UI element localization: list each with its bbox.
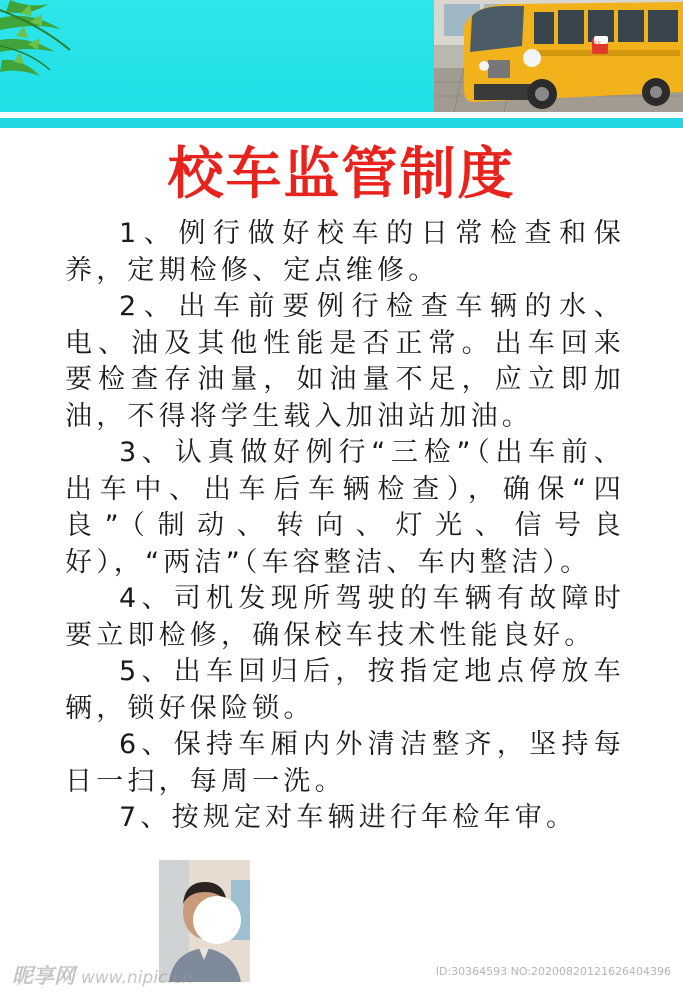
palm-leaf-icon [0, 0, 75, 95]
school-bus-photo [434, 0, 683, 112]
banner-stripe [0, 118, 683, 128]
regulation-list [65, 216, 625, 837]
watermark-url: www.nipic.cn [81, 968, 193, 988]
list-item: 4、司机发现所驾驶的车辆有故障时要立即检修，确保校车技术性能良好。 [65, 583, 625, 651]
watermark-id: ID:30364593 NO:20200820121626404396 [435, 965, 671, 978]
page-title: 校车监管制度 [167, 142, 516, 207]
list-item: 6、保持车厢内外清洁整齐，坚持每日一扫，每周一洗。 [65, 729, 625, 797]
list-item: 5、出车回归后，按指定地点停放车辆，锁好保险锁。 [65, 656, 625, 724]
list-item: 1、例行做好校车的日常检查和保养，定期检修、定点维修。 [65, 218, 625, 286]
list-item: 3、认真做好例行“三检”（出车前、出车中、出车后车辆检查），确保“四良”（制动、转向、灯光、信号良好），“两洁”（车容整洁、车内整洁）。 [65, 437, 625, 578]
bus-sign: 校车 [592, 41, 603, 47]
list-item: 7、按规定对车辆进行年检年审。 [119, 802, 578, 833]
list-item: 2、出车前要例行检查车辆的水、电、油及其他性能是否正常。出车回来要检查存油量，如油量不足，应立即加油，不得将学生载入加油站加油。 [65, 291, 625, 432]
watermark-brand: 昵享网 [12, 964, 75, 988]
watermark-logo [12, 960, 193, 990]
